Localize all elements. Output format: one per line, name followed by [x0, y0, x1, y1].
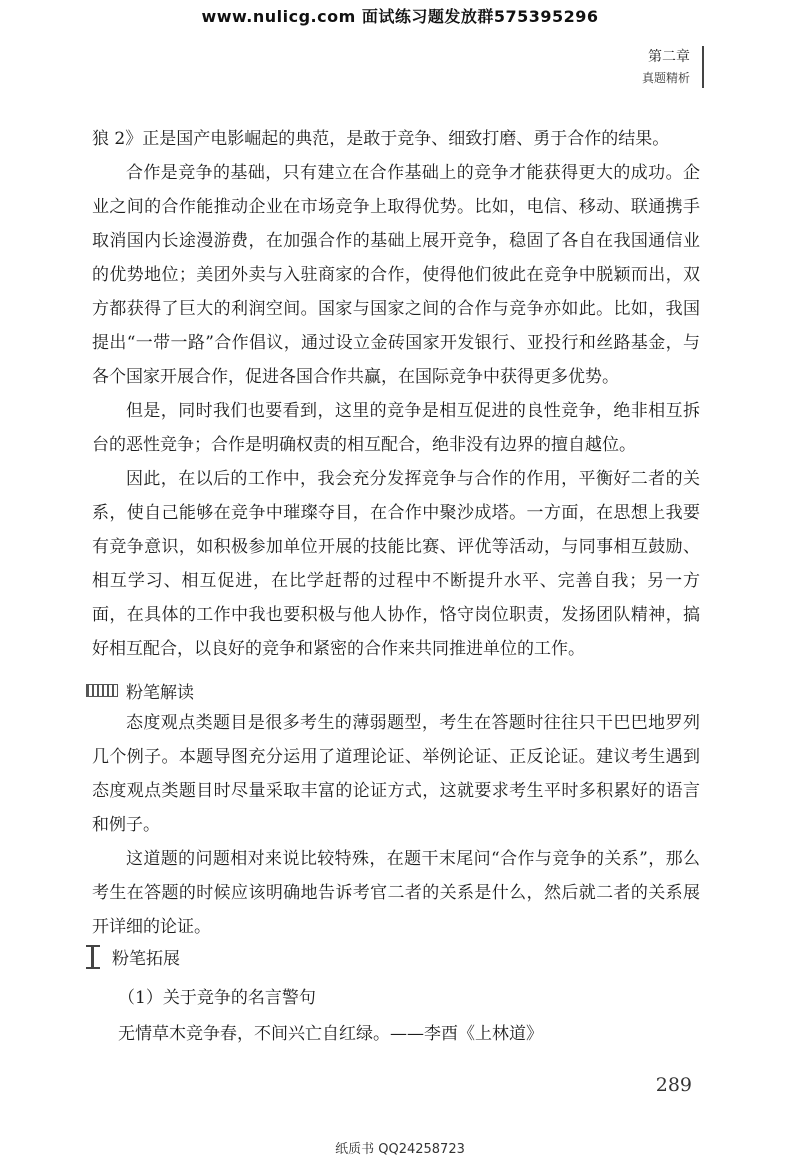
page-number: 289	[655, 1074, 692, 1096]
paragraph-continuation: 狼 2》正是国产电影崛起的典范，是敢于竞争、细致打磨、勇于合作的结果。	[92, 129, 670, 149]
section-heading-extension	[86, 944, 180, 969]
pillar-icon	[86, 945, 100, 969]
paragraph: 这道题的问题相对来说比较特殊，在题干末尾问“合作与竞争的关系”，那么考生在答题的时候应该明确地告诉考官二者的关系是什么，然后就二者的关系展开详细的论证。	[92, 849, 700, 937]
quote: 无情草木竞争春，不间兴亡自红绿。——李酉《上林道》	[118, 1024, 543, 1044]
chapter-header	[642, 46, 704, 88]
paragraph: 态度观点类题目是很多考生的薄弱题型，考生在答题时往往只干巴巴地罗列几个例子。本题导图充分运用了道理论证、举例论证、正反论证。建议考生遇到态度观点类题目时尽量采取丰富的论证方式，这就要求考生平时多积累好的语言和例子。	[92, 713, 700, 835]
watermark-banner: www.nulicg.com 面试练习题发放群575395296	[201, 7, 599, 26]
section-heading-interpretation	[86, 678, 194, 703]
book-icon	[86, 684, 118, 697]
footer-note: 纸质书 QQ24258723	[335, 1142, 465, 1157]
extension-text	[118, 980, 698, 1052]
section-heading-text: 粉笔拓展	[112, 949, 180, 969]
main-text	[92, 122, 700, 666]
interpretation-text	[92, 706, 700, 944]
paragraph: 但是，同时我们也要看到，这里的竞争是相互促进的良性竞争，绝非相互拆台的恶性竞争；合作是明确权责的相互配合，绝非没有边界的擅自越位。	[92, 401, 700, 455]
chapter-title: 第二章	[648, 49, 690, 65]
subheading: （1）关于竞争的名言警句	[118, 988, 316, 1008]
paragraph: 因此，在以后的工作中，我会充分发挥竞争与合作的作用，平衡好二者的关系，使自己能够在竞争中璀璨夺目，在合作中聚沙成塔。一方面，在思想上我要有竞争意识，如积极参加单位开展的技能比赛、评优等活动，与同事相互鼓励、相互学习、相互促进，在比学赶帮的过程中不断提升水平、完善自我；另一方面，在具体的工作中我也要积极与他人协作，恪守岗位职责，发扬团队精神，搞好相互配合，以良好的竞争和紧密的合作来共同推进单位的工作。	[92, 469, 700, 659]
paragraph: 合作是竞争的基础，只有建立在合作基础上的竞争才能获得更大的成功。企业之间的合作能推动企业在市场竞争上取得优势。比如，电信、移动、联通携手取消国内长途漫游费，在加强合作的基础上展开竞争，稳固了各自在我国通信业的优势地位；美团外卖与入驻商家的合作，使得他们彼此在竞争中脱颖而出，双方都获得了巨大的利润空间。国家与国家之间的合作与竞争亦如此。比如，我国提出“一带一路”合作倡议，通过设立金砖国家开发银行、亚投行和丝路基金，与各个国家开展合作，促进各国合作共赢，在国际竞争中获得更多优势。	[92, 163, 700, 387]
section-heading-text: 粉笔解读	[126, 683, 194, 703]
chapter-subtitle: 真题精析	[641, 71, 690, 85]
